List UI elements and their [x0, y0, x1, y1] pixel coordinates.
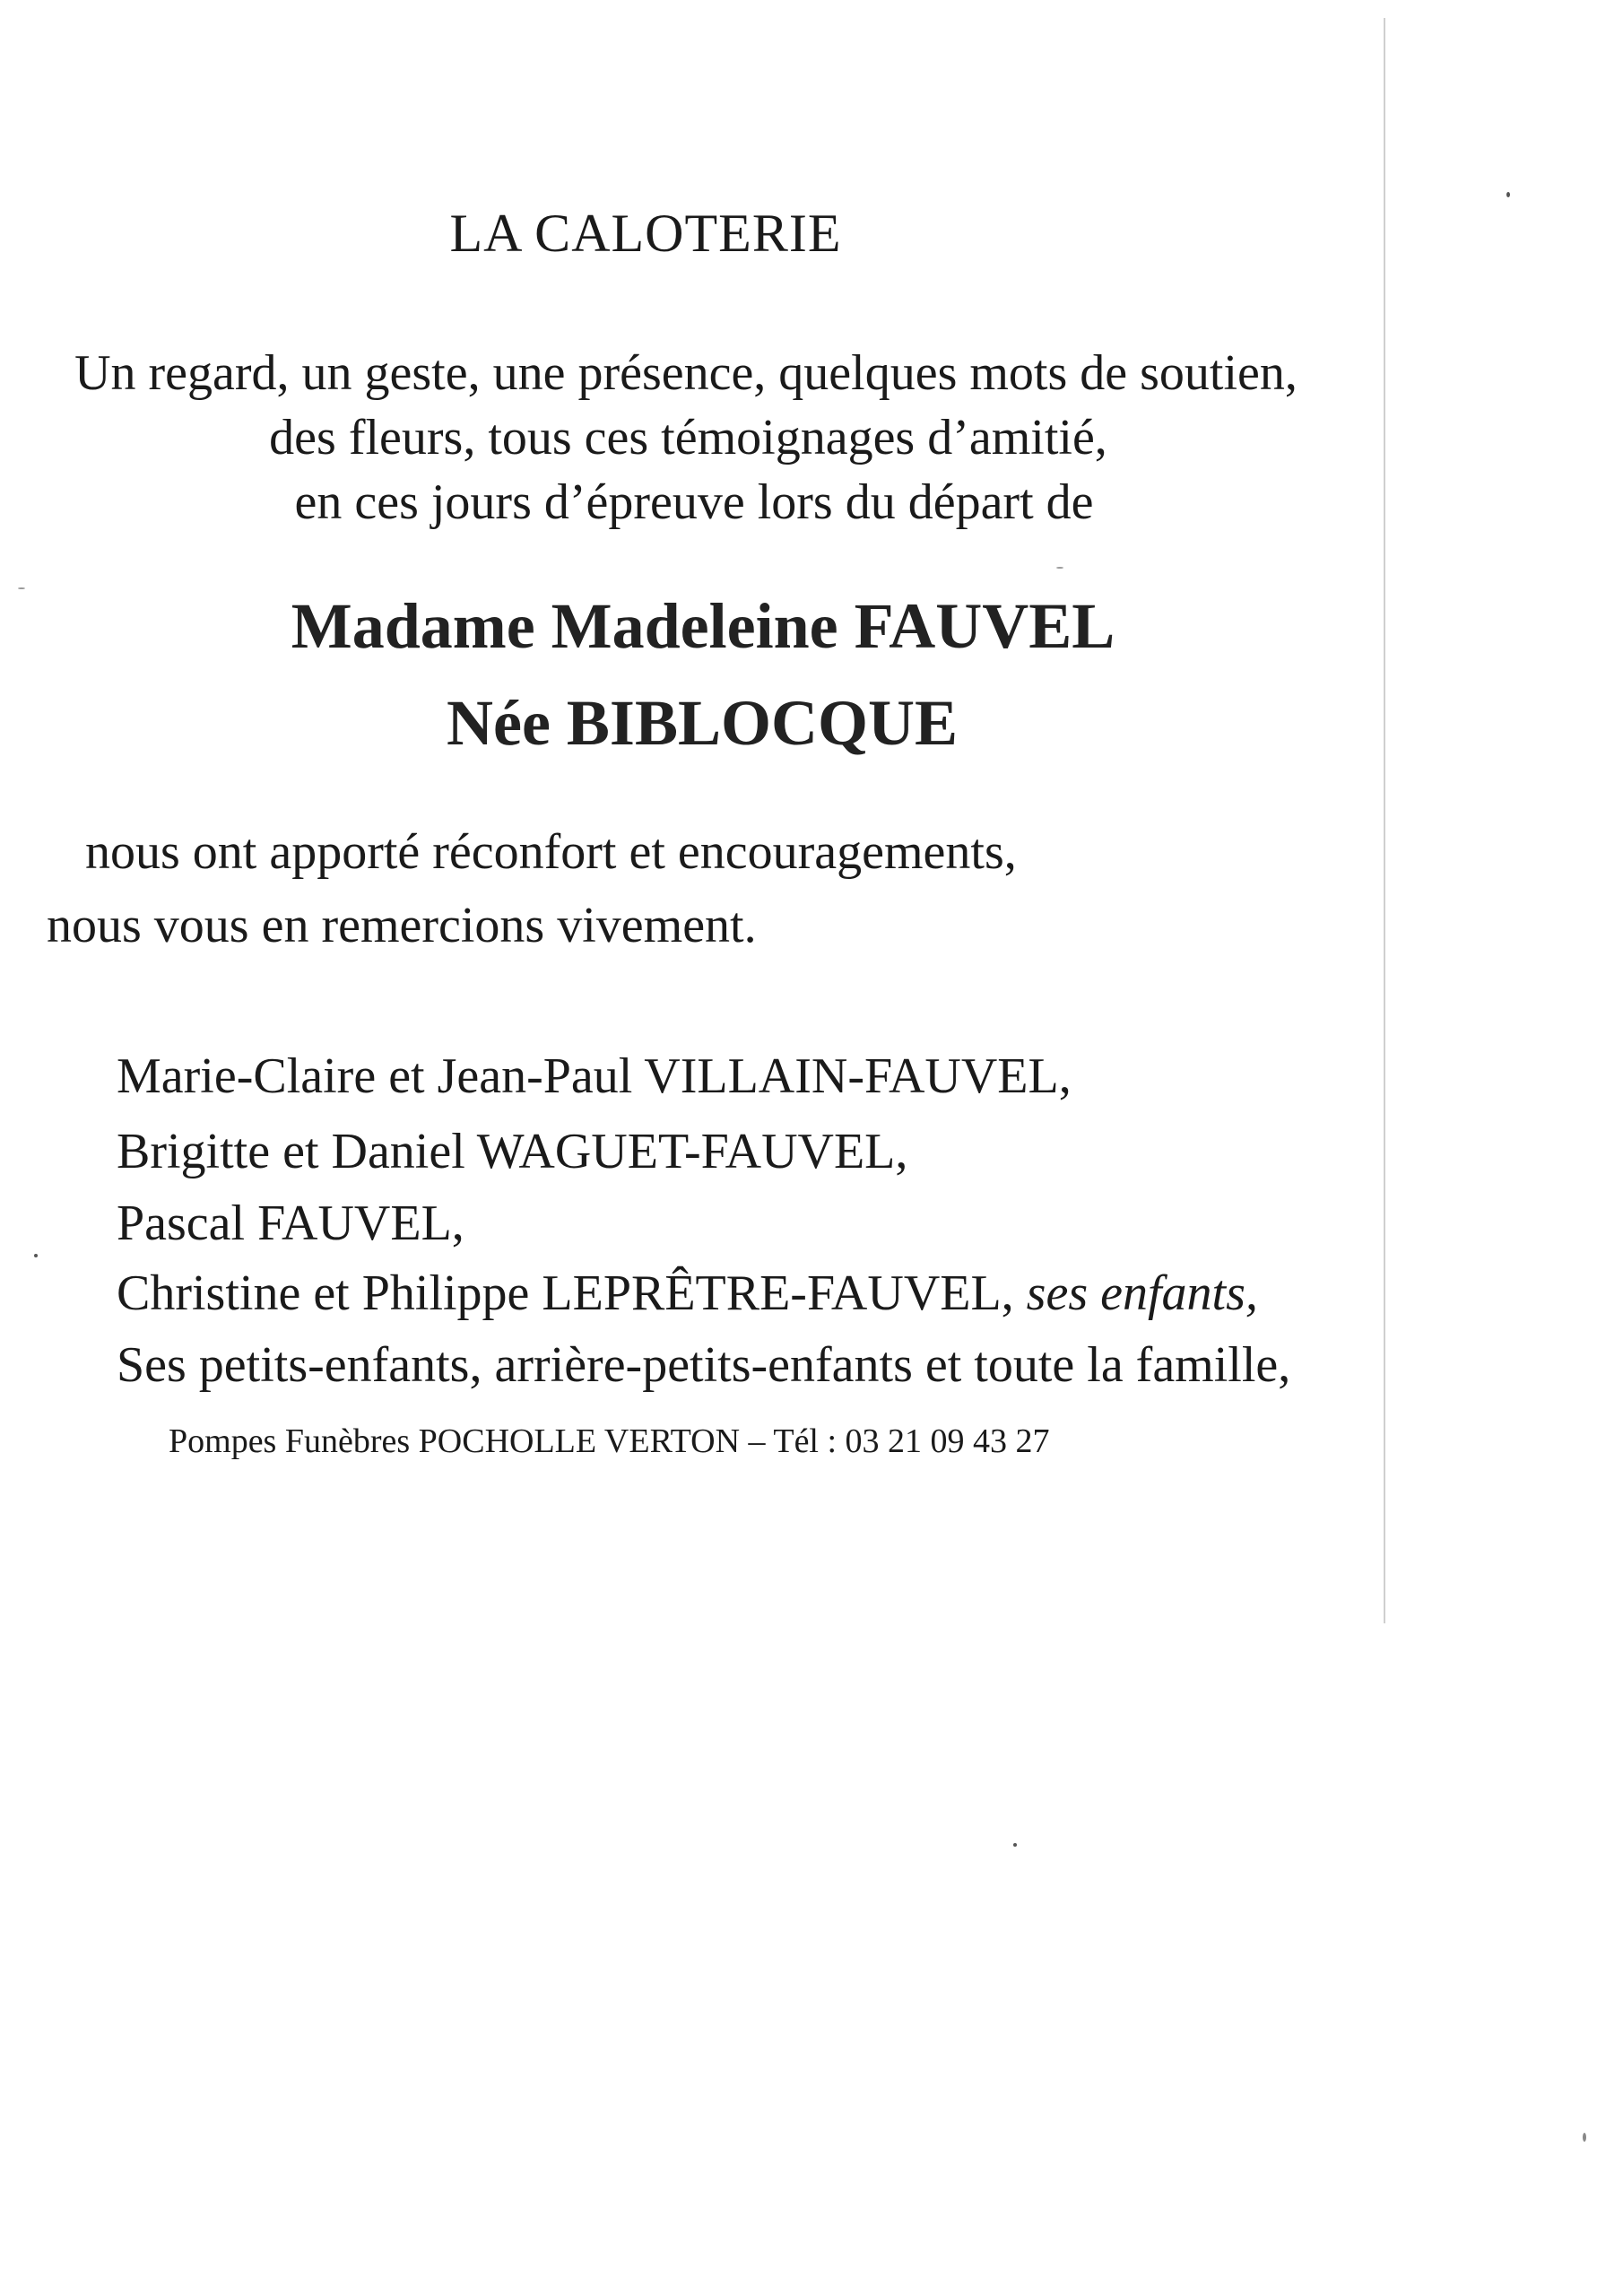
town-heading: LA CALOTERIE	[449, 204, 842, 263]
family-line-2: Brigitte et Daniel WAGUET-FAUVEL,	[117, 1124, 908, 1179]
family-line-4	[117, 1265, 1258, 1321]
deceased-name: Madame Madeleine FAUVEL	[291, 590, 1115, 662]
deceased-maiden-name: Née BIBLOCQUE	[446, 687, 959, 759]
intro-line-2: des fleurs, tous ces témoignages d’amitié,	[269, 410, 1107, 465]
scan-speck	[34, 1254, 38, 1257]
family-line-5: Ses petits-enfants, arrière-petits-enfants et toute la famille,	[117, 1337, 1291, 1393]
family-line-3: Pascal FAUVEL,	[117, 1196, 464, 1251]
intro-line-3: en ces jours d’épreuve lors du départ de	[294, 474, 1094, 530]
undertaker-contact: Pompes Funèbres POCHOLLE VERTON – Tél : 03 21 09 43 27	[169, 1422, 1050, 1460]
family-line-4-names: Christine et Philippe LEPRÊTRE-FAUVEL,	[117, 1265, 1014, 1321]
thanks-line-2: nous vous en remercions vivement.	[47, 898, 757, 953]
scan-speck	[1013, 1843, 1017, 1847]
thanks-line-1: nous ont apporté réconfort et encouragements,	[85, 824, 1017, 880]
family-line-4-relation: ses enfants,	[1026, 1265, 1258, 1321]
intro-line-1: Un regard, un geste, une présence, quelques mots de soutien,	[74, 345, 1298, 401]
scan-speck	[1056, 567, 1063, 569]
family-line-1: Marie-Claire et Jean-Paul VILLAIN-FAUVEL,	[117, 1048, 1072, 1104]
page-fold-line	[1384, 18, 1385, 1623]
scan-speck	[18, 587, 25, 589]
scan-speck	[1506, 192, 1510, 197]
scan-speck	[1583, 2133, 1586, 2142]
